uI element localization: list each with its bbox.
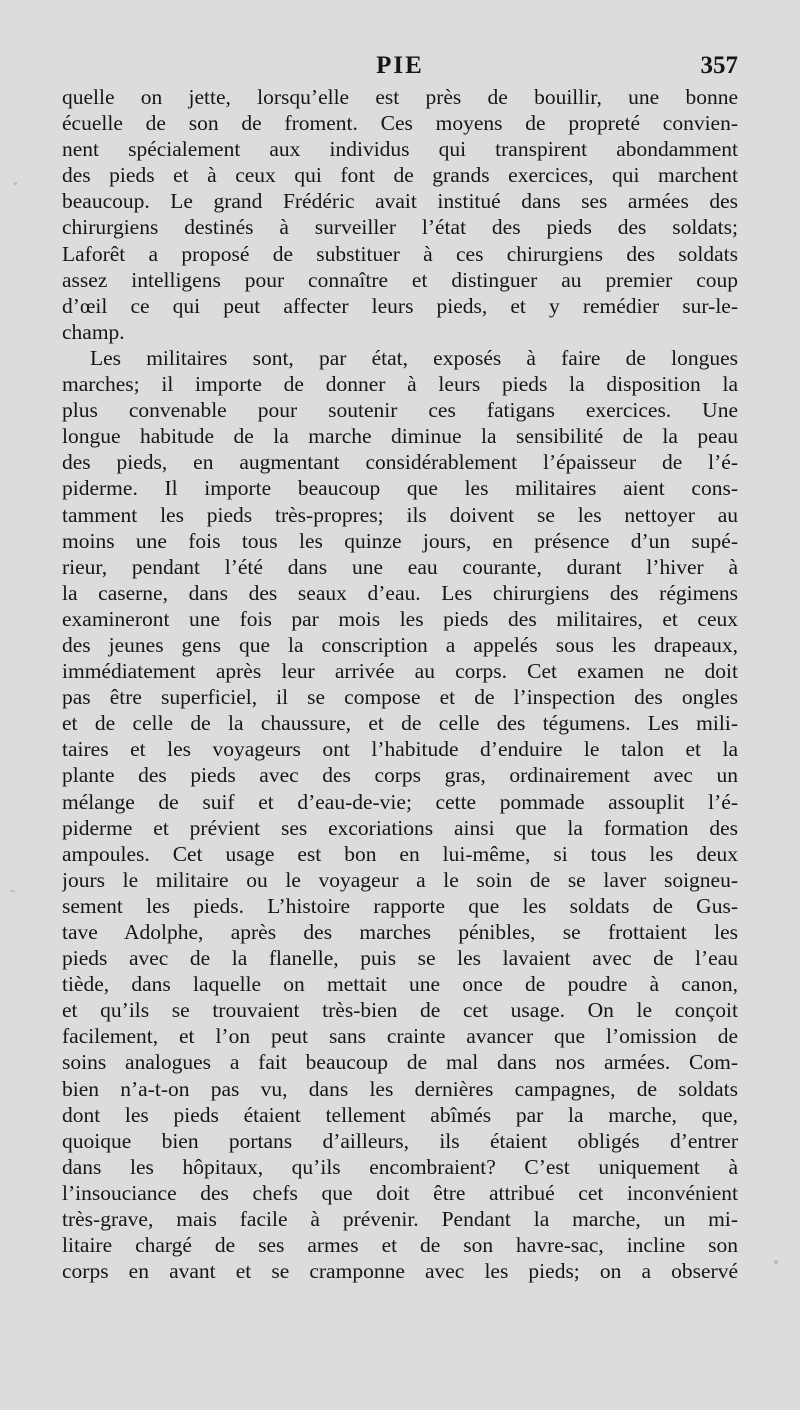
ink-speck xyxy=(10,890,15,892)
text-line: pas être superficiel, il se compose et de l’inspection des ongles xyxy=(62,685,738,710)
text-line: tiède, dans laquelle on mettait une once de poudre à canon, xyxy=(62,972,738,997)
text-line: facilement, et l’on peut sans crainte avancer que l’omission de xyxy=(62,1024,738,1049)
text-line: dont les pieds étaient tellement abîmés par la marche, que, xyxy=(62,1102,738,1127)
text-line: examineront une fois par mois les pieds des militaires, et ceux xyxy=(62,606,738,631)
text-line: jours le militaire ou le voyageur a le soin de se laver soigneu- xyxy=(62,867,738,892)
text-line: et qu’ils se trouvaient très-bien de cet usage. On le conçoit xyxy=(62,998,738,1023)
text-line: plante des pieds avec des corps gras, ordinairement avec un xyxy=(62,763,738,788)
body-text xyxy=(62,84,738,1284)
page-number: 357 xyxy=(700,52,738,79)
text-line: dans les hôpitaux, qu’ils encombraient? C’est uniquement à xyxy=(62,1154,738,1179)
text-line: corps en avant et se cramponne avec les pieds; on a observé xyxy=(62,1259,738,1284)
running-head: PIE xyxy=(376,52,424,79)
text-line: plus convenable pour soutenir ces fatigans exercices. Une xyxy=(62,398,738,423)
text-line: Les militaires sont, par état, exposés à faire de longues xyxy=(90,345,738,370)
text-line: très-grave, mais facile à prévenir. Pendant la marche, un mi- xyxy=(62,1207,738,1232)
text-line: litaire chargé de ses armes et de son havre-sac, incline son xyxy=(62,1233,738,1258)
text-line: marches; il importe de donner à leurs pieds la disposition la xyxy=(62,372,738,397)
text-line: rieur, pendant l’été dans une eau courante, durant l’hiver à xyxy=(62,554,738,579)
text-line: des pieds, en augmentant considérablement l’épaisseur de l’é- xyxy=(62,450,738,475)
text-line: moins une fois tous les quinze jours, en présence d’un supé- xyxy=(62,528,738,553)
text-line: assez intelligens pour connaître et distinguer au premier coup xyxy=(62,267,738,292)
text-line: l’insouciance des chefs que doit être attribué cet inconvénient xyxy=(62,1180,738,1205)
text-line: chirurgiens destinés à surveiller l’état des pieds des soldats; xyxy=(62,215,738,240)
text-line: piderme. Il importe beaucoup que les militaires aient cons- xyxy=(62,476,738,501)
text-line: tamment les pieds très-propres; ils doivent se les nettoyer au xyxy=(62,502,738,527)
text-line: tave Adolphe, après des marches pénibles, se frottaient les xyxy=(62,920,738,944)
text-line: soins analogues a fait beaucoup de mal dans nos armées. Com- xyxy=(62,1050,738,1075)
text-line: sement les pieds. L’histoire rapporte que les soldats de Gus- xyxy=(62,893,738,918)
text-line: immédiatement après leur arrivée au corps. Cet examen ne doit xyxy=(62,659,738,684)
text-line: des pieds et à ceux qui font de grands exercices, qui marchent xyxy=(62,163,738,188)
text-line: Laforêt a proposé de substituer à ces chirurgiens des soldats xyxy=(62,241,738,266)
text-line: écuelle de son de froment. Ces moyens de propreté convien- xyxy=(62,111,738,136)
text-line: beaucoup. Le grand Frédéric avait institué dans ses armées des xyxy=(62,189,738,214)
text-line: piderme et prévient ses excoriations ainsi que la formation des xyxy=(62,815,738,840)
text-line: d’œil ce qui peut affecter leurs pieds, et y remédier sur-le- xyxy=(62,293,738,318)
text-line: longue habitude de la marche diminue la sensibilité de la peau xyxy=(62,424,738,449)
text-line: taires et les voyageurs ont l’habitude d’enduire le talon et la xyxy=(62,737,738,762)
text-line: la caserne, dans des seaux d’eau. Les chirurgiens des régimens xyxy=(62,580,738,605)
ink-speck xyxy=(14,182,17,185)
text-line: des jeunes gens que la conscription a appelés sous les drapeaux, xyxy=(62,632,738,657)
text-line: nent spécialement aux individus qui transpirent abondamment xyxy=(62,137,738,162)
text-line: et de celle de la chaussure, et de celle des tégumens. Les mili- xyxy=(62,711,738,736)
page-header xyxy=(62,52,738,88)
text-line: quoique bien portans d’ailleurs, ils étaient obligés d’entrer xyxy=(62,1128,738,1153)
text-line: bien n’a-t-on pas vu, dans les dernières campagnes, de soldats xyxy=(62,1076,738,1101)
text-line: mélange de suif et d’eau-de-vie; cette pommade assouplit l’é- xyxy=(62,789,738,814)
text-line: pieds avec de la flanelle, puis se les lavaient avec de l’eau xyxy=(62,946,738,971)
text-line: quelle on jette, lorsqu’elle est près de bouillir, une bonne xyxy=(62,85,738,109)
text-line: champ. xyxy=(62,319,125,344)
text-line: ampoules. Cet usage est bon en lui-même, si tous les deux xyxy=(62,841,738,866)
ink-speck xyxy=(774,1260,778,1264)
